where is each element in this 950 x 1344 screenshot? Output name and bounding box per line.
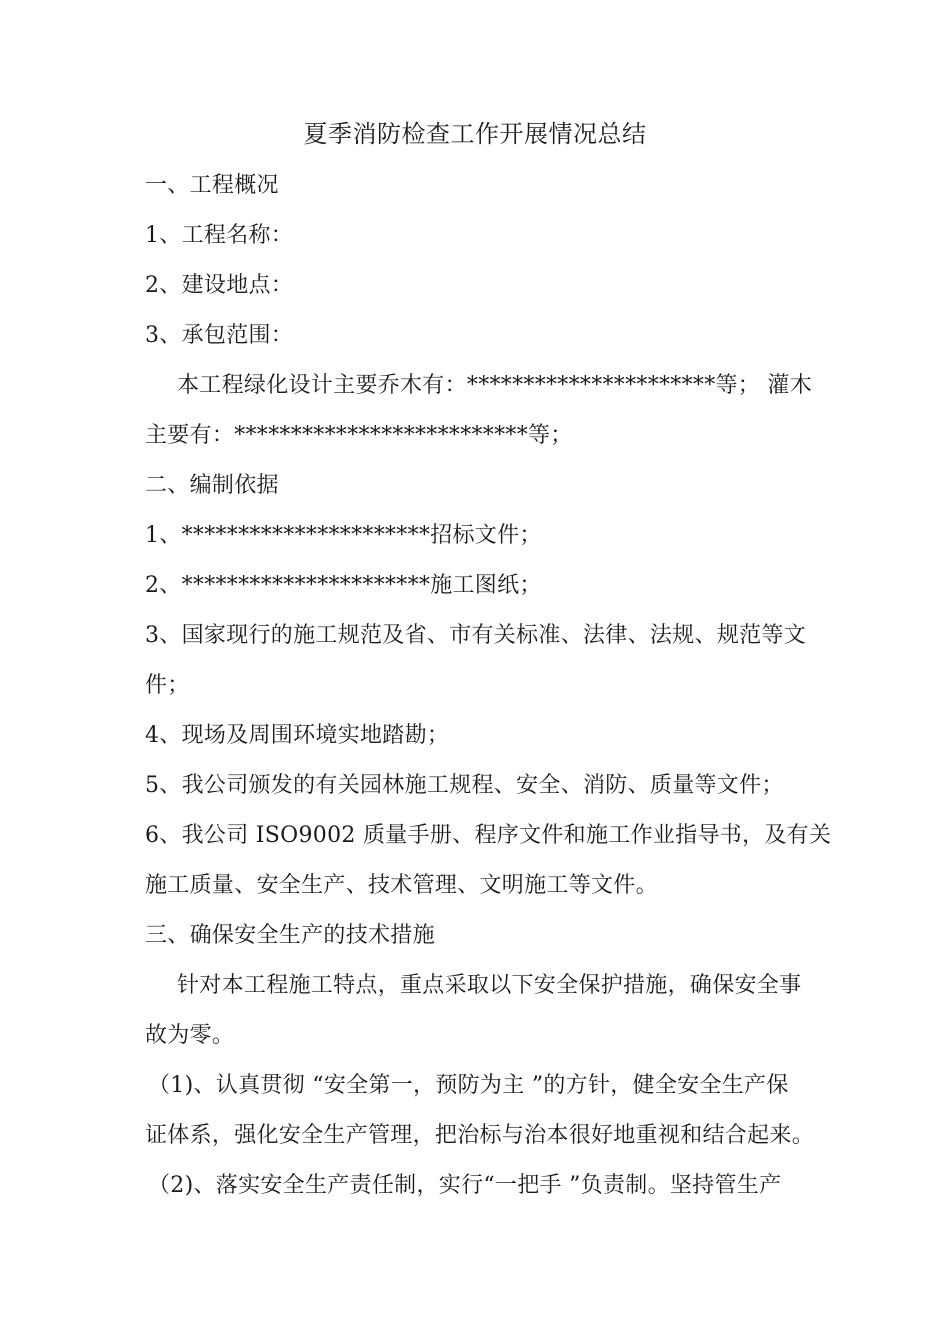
paragraph-line: 针对本工程施工特点，重点采取以下安全保护措施，确保安全事 (177, 973, 802, 998)
list-item: 4、现场及周围环境实地踏勘； (145, 723, 450, 748)
section-heading-basis: 二、编制依据 (145, 473, 279, 498)
list-item: 5、我公司颁发的有关园林施工规程、安全、消防、质量等文件； (145, 773, 784, 798)
list-item: 1、**********************招标文件； (145, 523, 542, 548)
list-item: 2、**********************施工图纸； (145, 573, 542, 598)
construction-site-line: 2、建设地点： (145, 273, 294, 298)
contract-scope-line: 3、承包范围： (145, 323, 294, 348)
list-item: 3、国家现行的施工规范及省、市有关标准、法律、法规、规范等文 (145, 623, 806, 648)
paragraph-line: 主要有：**************************等； (145, 423, 573, 448)
paragraph-line: 故为零。 (145, 1023, 235, 1048)
paragraph-line: 本工程绿化设计主要乔木有：**********************等； 灌木 (177, 373, 812, 398)
list-item-continued: 件； (145, 673, 190, 698)
list-item-continued: 施工质量、安全生产、技术管理、文明施工等文件。 (145, 873, 658, 898)
project-name-line: 1、工程名称： (145, 223, 294, 248)
section-heading-overview: 一、工程概况 (145, 173, 279, 198)
list-item: （1)、认真贯彻 “安全第一，预防为主 ”的方针，健全安全生产保 (148, 1073, 789, 1098)
section-heading-safety: 三、确保安全生产的技术措施 (145, 923, 435, 948)
list-item-continued: 证体系，强化安全生产管理，把治标与治本很好地重视和结合起来。 (145, 1123, 815, 1148)
document-title: 夏季消防检查工作开展情况总结 (303, 120, 647, 148)
list-item: （2)、落实安全生产责任制，实行“一把手 ”负责制。坚持管生产 (148, 1173, 782, 1198)
list-item: 6、我公司 ISO9002 质量手册、程序文件和施工作业指导书，及有关 (145, 823, 832, 848)
